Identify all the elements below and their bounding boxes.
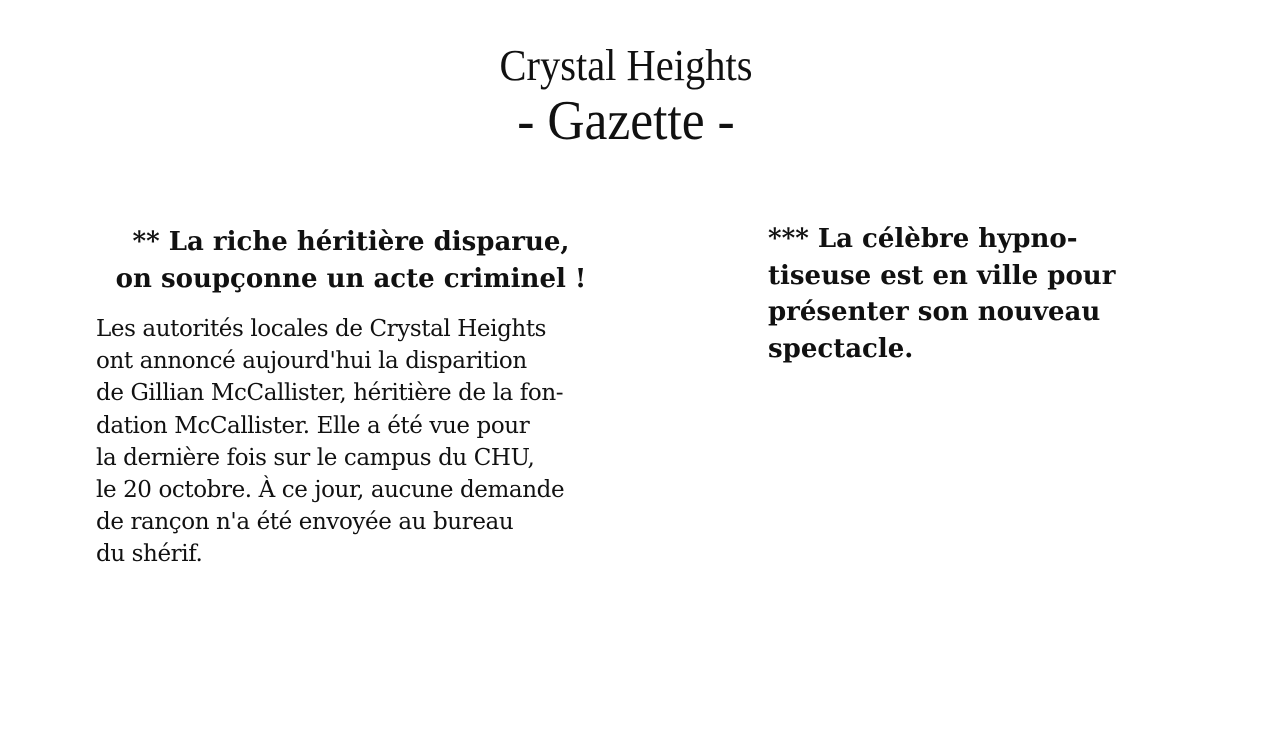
article-headline: ** La riche héritière disparue, on soupçonne un acte criminel !	[115, 227, 587, 294]
newspaper-masthead	[0, 40, 1252, 150]
article-body: Les autorités locales de Crystal Heights ont annoncé aujourd'hui la disparition de Gillian McCallister, héritière de la fon- dation McCallister. Elle a été vue pour la dernière fois sur le campus du CHU, le 20 octobre. À ce jour, aucune demande de rançon n'a été envoyée au bureau du shérif.	[96, 316, 565, 568]
article-missing-heiress	[96, 224, 616, 594]
newspaper-subtitle: - Gazette -	[517, 90, 735, 152]
newspaper-name: Crystal Heights	[499, 41, 753, 90]
article-hypnotist	[768, 221, 1188, 367]
article-headline: *** La célèbre hypno- tiseuse est en ville pour présenter son nouveau spectacle.	[768, 224, 1116, 364]
